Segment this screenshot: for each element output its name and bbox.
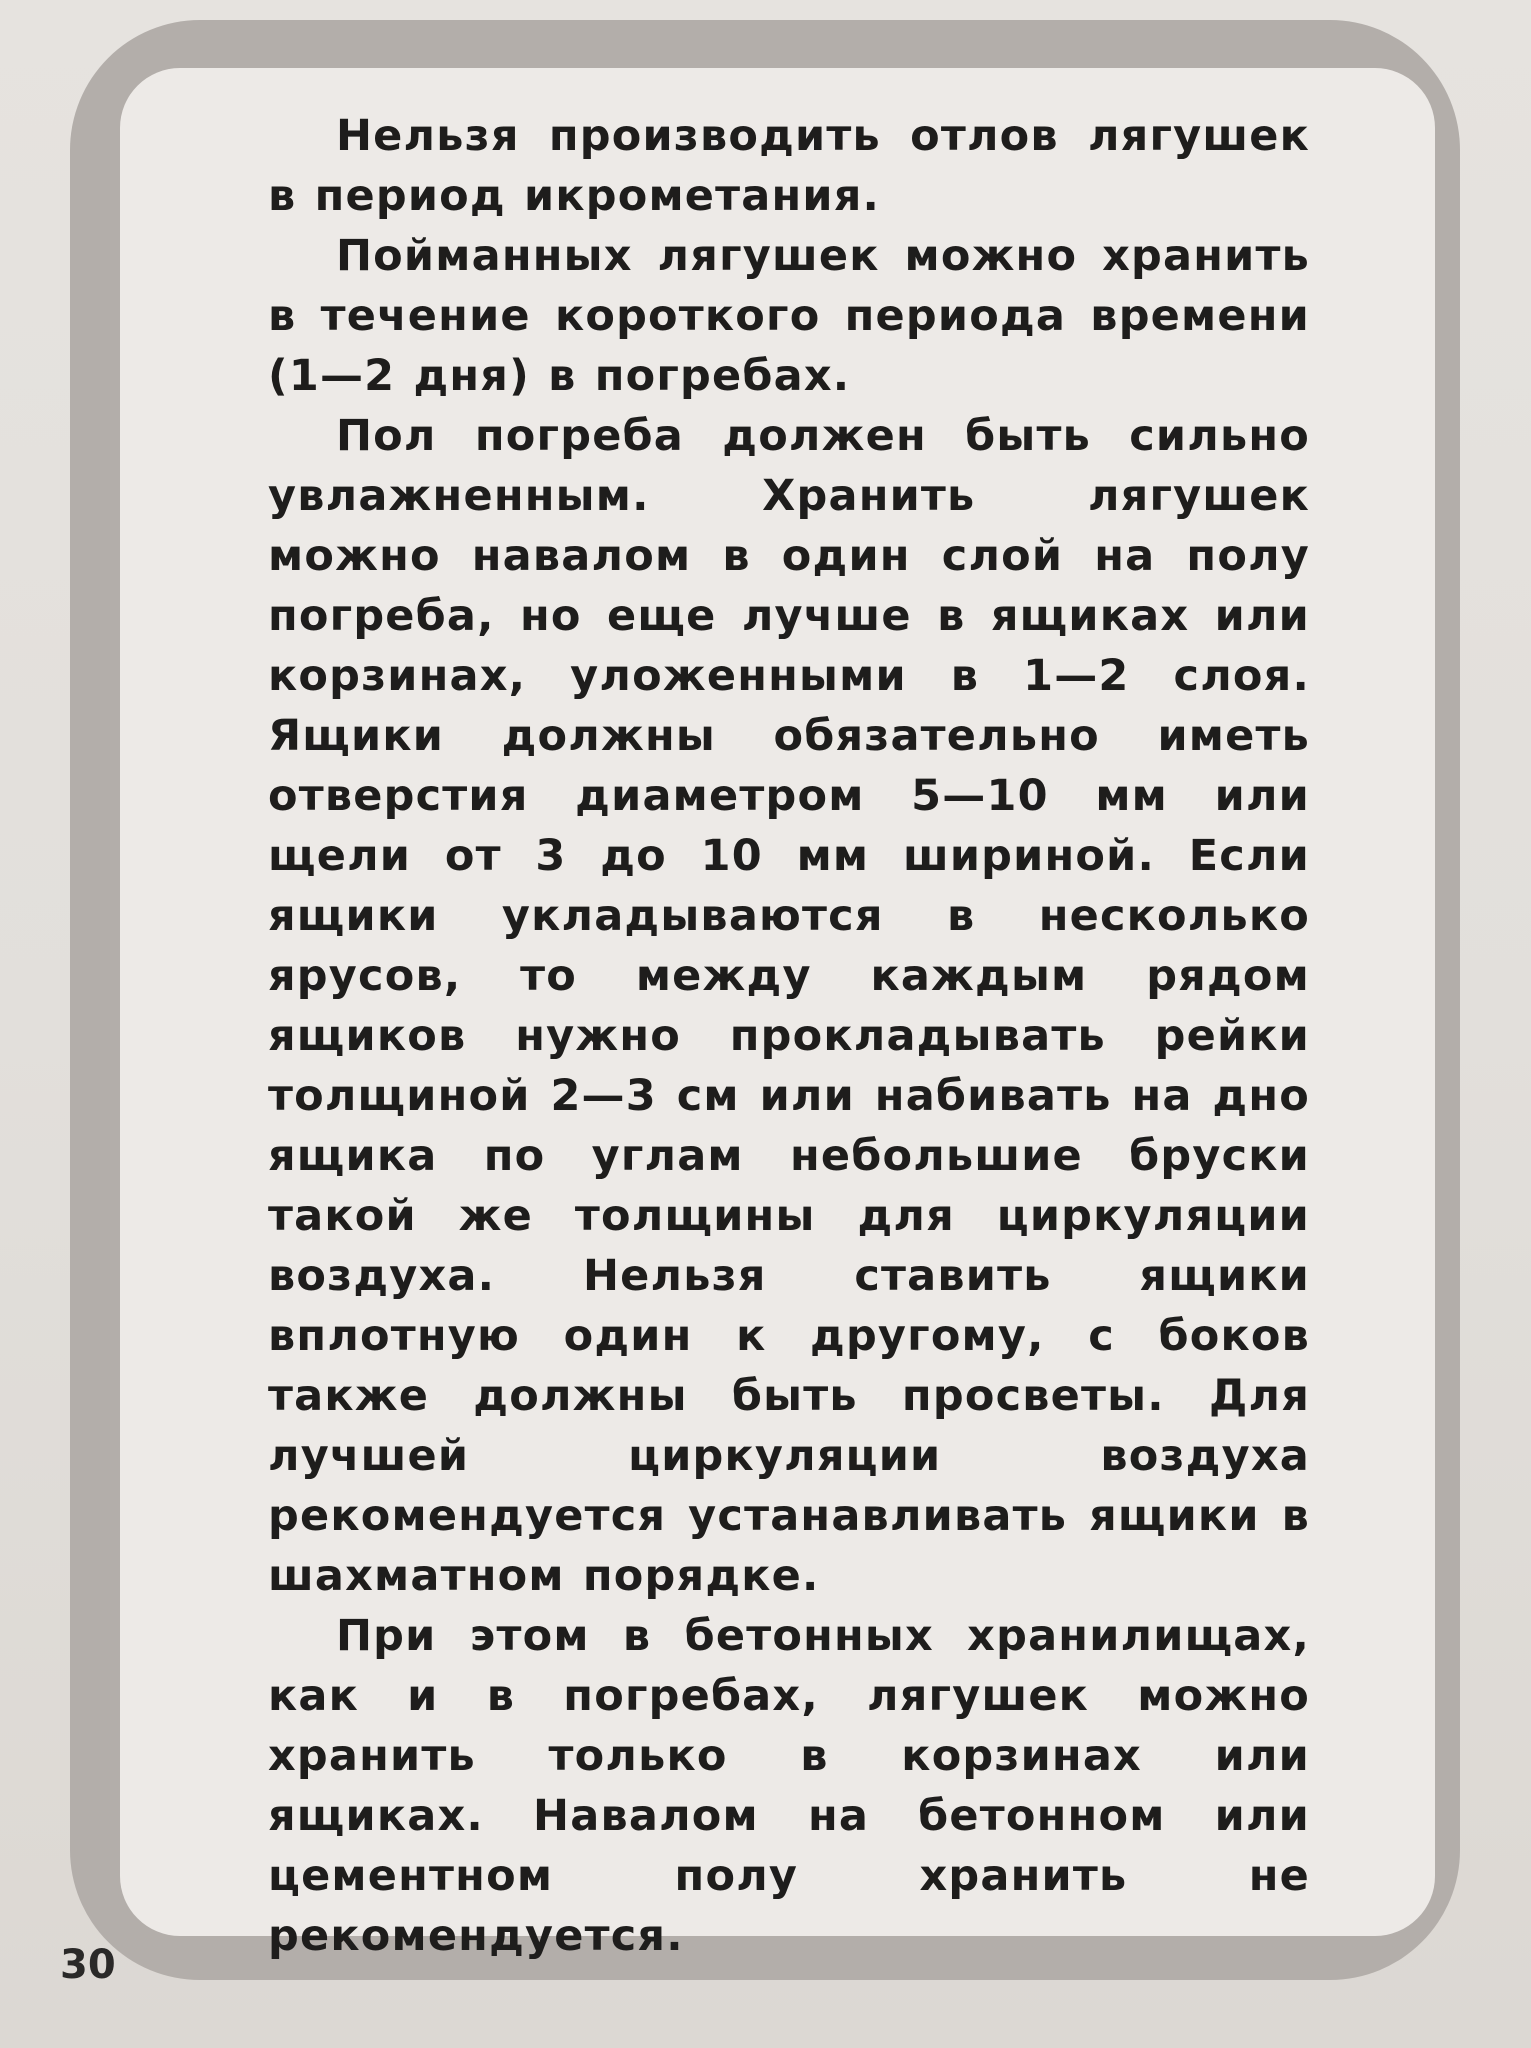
paragraph-concrete-storage: При этом в бетонных хранилищах, как и в погребах, лягушек можно хранить только в корзинах или ящиках. Навалом на бетонном или цементном полу хранить не рекомендуется. [268, 1611, 1310, 1961]
paragraph-storage-period: Пойманных лягушек можно хранить в течение короткого периода времени (1—2 дня) в погребах. [268, 231, 1310, 401]
paragraph-cellar-storage: Пол погреба должен быть сильно увлажненным. Хранить лягушек можно навалом в один слой на полу погреба, но еще лучше в ящиках или корзинах, уложенными в 1—2 слоя. Ящики должны обязательно иметь отверстия диаметром 5—10 мм или щели от 3 до 10 мм шириной. Если ящики укладываются в несколько ярусов, то между каждым рядом ящиков нужно прокладывать рейки толщиной 2—3 см или набивать на дно ящика по углам небольшие бруски такой же толщины для циркуляции воздуха. Нельзя ставить ящики вплотную один к другому, с боков также должны быть просветы. Для лучшей циркуляции воздуха рекомендуется устанавливать ящики в шахматном порядке. [268, 411, 1310, 1601]
text-panel [120, 68, 1435, 1961]
paragraph-frog-catching: Нельзя производить отлов лягушек в период икрометания. [268, 111, 1310, 221]
page-number: 30 [60, 1942, 116, 1988]
